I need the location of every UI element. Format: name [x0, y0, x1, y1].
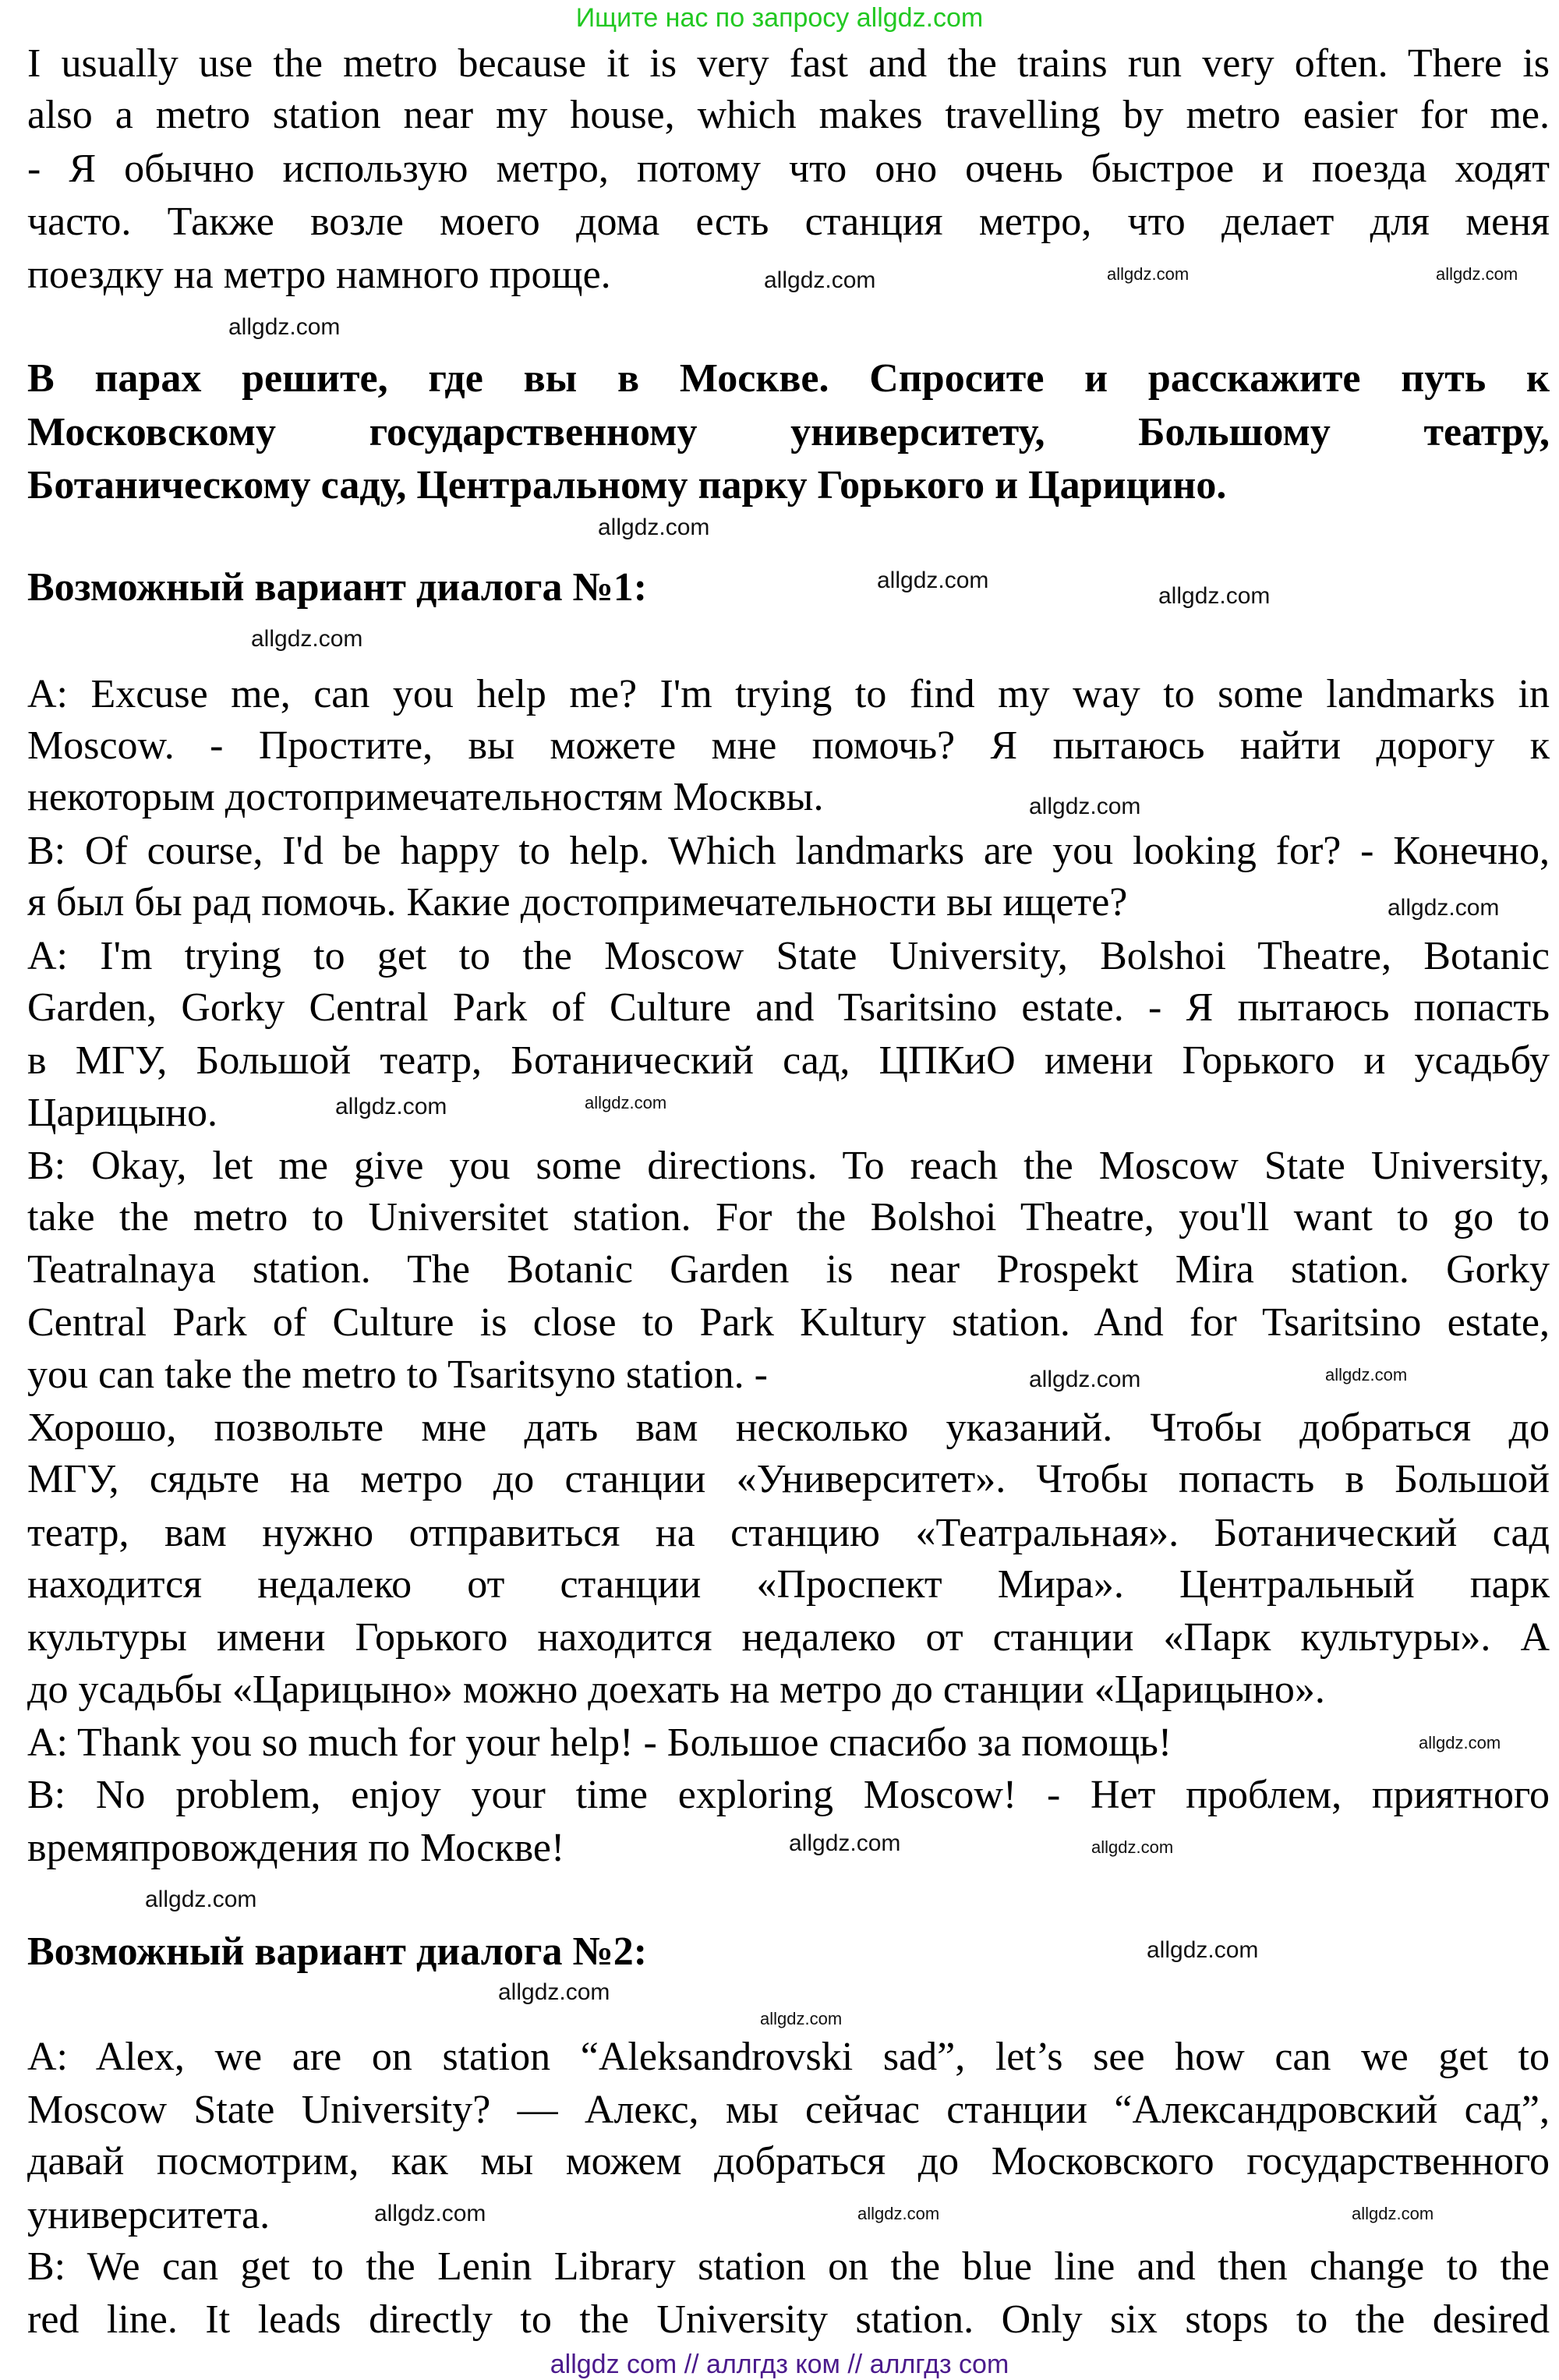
text-line: я был бы рад помочь. Какие достопримечательности вы ищете?: [27, 880, 1128, 925]
watermark: allgdz.com: [228, 314, 341, 340]
text-line: некоторым достопримечательностям Москвы.: [27, 775, 824, 819]
watermark: allgdz.com: [251, 626, 363, 652]
text-line: A: Excuse me, can you help me? I'm trying to find my way to some landmarks in: [27, 672, 1550, 716]
watermark: allgdz.com: [145, 1887, 257, 1912]
watermark: allgdz.com: [1352, 2204, 1434, 2223]
text-line: Teatralnaya station. The Botanic Garden is near Prospekt Mira station. Gorky: [27, 1247, 1550, 1292]
text-line: B: Okay, let me give you some directions. To reach the Moscow State University,: [27, 1144, 1550, 1188]
text-line: Ботаническому саду, Центральному парку Горького и Царицино.: [27, 463, 1227, 507]
watermark: allgdz.com: [374, 2201, 486, 2226]
site-footer: allgdz com // аллгдз ком // аллгдз com: [550, 2350, 1009, 2379]
watermark: allgdz.com: [1029, 1367, 1141, 1392]
watermark: allgdz.com: [335, 1094, 447, 1119]
text-line: take the metro to Universitet station. For the Bolshoi Theatre, you'll want to go to: [27, 1195, 1550, 1240]
text-line: давай посмотрим, как мы можем добраться до Московского государственного: [27, 2139, 1550, 2184]
watermark: allgdz.com: [789, 1830, 901, 1856]
text-line: red line. It leads directly to the University station. Only six stops to the desired: [27, 2297, 1550, 2342]
watermark: allgdz.com: [1158, 583, 1271, 609]
text-line: also a metro station near my house, which makes travelling by metro easier for me.: [27, 93, 1550, 137]
text-line: A: I'm trying to get to the Moscow State University, Bolshoi Theatre, Botanic: [27, 934, 1550, 978]
text-line: в МГУ, Большой театр, Ботанический сад, ЦПКиО имени Горького и усадьбу: [27, 1038, 1550, 1083]
text-line: B: Of course, I'd be happy to help. Which landmarks are you looking for? - Конечно,: [27, 829, 1550, 873]
text-line: Moscow State University? — Алекс, мы сейчас станции “Александровский сад”,: [27, 2088, 1550, 2132]
watermark: allgdz.com: [764, 267, 876, 293]
text-line: культуры имени Горького находится недалеко от станции «Парк культуры». А: [27, 1615, 1550, 1660]
text-line: времяпровождения по Москве!: [27, 1826, 565, 1870]
watermark: allgdz.com: [877, 568, 989, 593]
watermark: allgdz.com: [1436, 264, 1518, 284]
text-line: часто. Также возле моего дома есть станция метро, что делает для меня: [27, 200, 1550, 244]
text-line: Central Park of Culture is close to Park Kultury station. And for Tsaritsino estate,: [27, 1300, 1550, 1345]
text-line: A: Thank you so much for your help! - Большое спасибо за помощь!: [27, 1720, 1172, 1765]
watermark: allgdz.com: [1147, 1937, 1259, 1963]
watermark: allgdz.com: [1325, 1365, 1408, 1385]
text-line: В парах решите, где вы в Москве. Спросите и расскажите путь к: [27, 356, 1550, 401]
watermark: allgdz.com: [1029, 794, 1141, 819]
watermark: allgdz.com: [598, 515, 710, 540]
text-line: МГУ, сядьте на метро до станции «Университет». Чтобы попасть в Большой: [27, 1457, 1550, 1501]
site-banner: Ищите нас по запросу allgdz.com: [575, 3, 984, 33]
watermark: allgdz.com: [585, 1093, 667, 1112]
text-line: Московскому государственному университету, Большому театру,: [27, 410, 1550, 454]
text-line: поездку на метро намного проще.: [27, 253, 611, 297]
watermark: allgdz.com: [760, 2009, 843, 2028]
text-line: A: Alex, we are on station “Aleksandrovski sad”, let’s see how can we get to: [27, 2035, 1550, 2079]
watermark: allgdz.com: [1107, 264, 1190, 284]
text-line: до усадьбы «Царицыно» можно доехать на метро до станции «Царицыно».: [27, 1667, 1325, 1712]
watermark: allgdz.com: [1419, 1733, 1501, 1752]
text-line: B: We can get to the Lenin Library station on the blue line and then change to the: [27, 2244, 1550, 2289]
dialogue-2-heading: Возможный вариант диалога №2:: [27, 1929, 648, 1974]
text-line: you can take the metro to Tsaritsyno station. -: [27, 1353, 768, 1397]
text-line: Moscow. - Простите, вы можете мне помочь? Я пытаюсь найти дорогу к: [27, 723, 1550, 768]
text-line: университета.: [27, 2193, 270, 2237]
watermark: allgdz.com: [1091, 1837, 1174, 1857]
text-line: Garden, Gorky Central Park of Culture and Tsaritsino estate. - Я пытаюсь попасть: [27, 985, 1550, 1030]
watermark: allgdz.com: [857, 2204, 940, 2223]
text-line: находится недалеко от станции «Проспект Мира». Центральный парк: [27, 1562, 1550, 1607]
text-line: Хорошо, позвольте мне дать вам несколько указаний. Чтобы добраться до: [27, 1406, 1550, 1450]
text-line: Царицыно.: [27, 1091, 218, 1135]
dialogue-1-heading: Возможный вариант диалога №1:: [27, 565, 648, 610]
text-line: - Я обычно использую метро, потому что оно очень быстрое и поезда ходят: [27, 147, 1550, 191]
watermark: allgdz.com: [1388, 895, 1500, 921]
text-line: B: No problem, enjoy your time exploring Moscow! - Нет проблем, приятного: [27, 1773, 1550, 1817]
watermark: allgdz.com: [498, 1979, 610, 2005]
text-line: I usually use the metro because it is very fast and the trains run very often. There is: [27, 41, 1550, 86]
text-line: театр, вам нужно отправиться на станцию «Театральная». Ботанический сад: [27, 1511, 1550, 1555]
